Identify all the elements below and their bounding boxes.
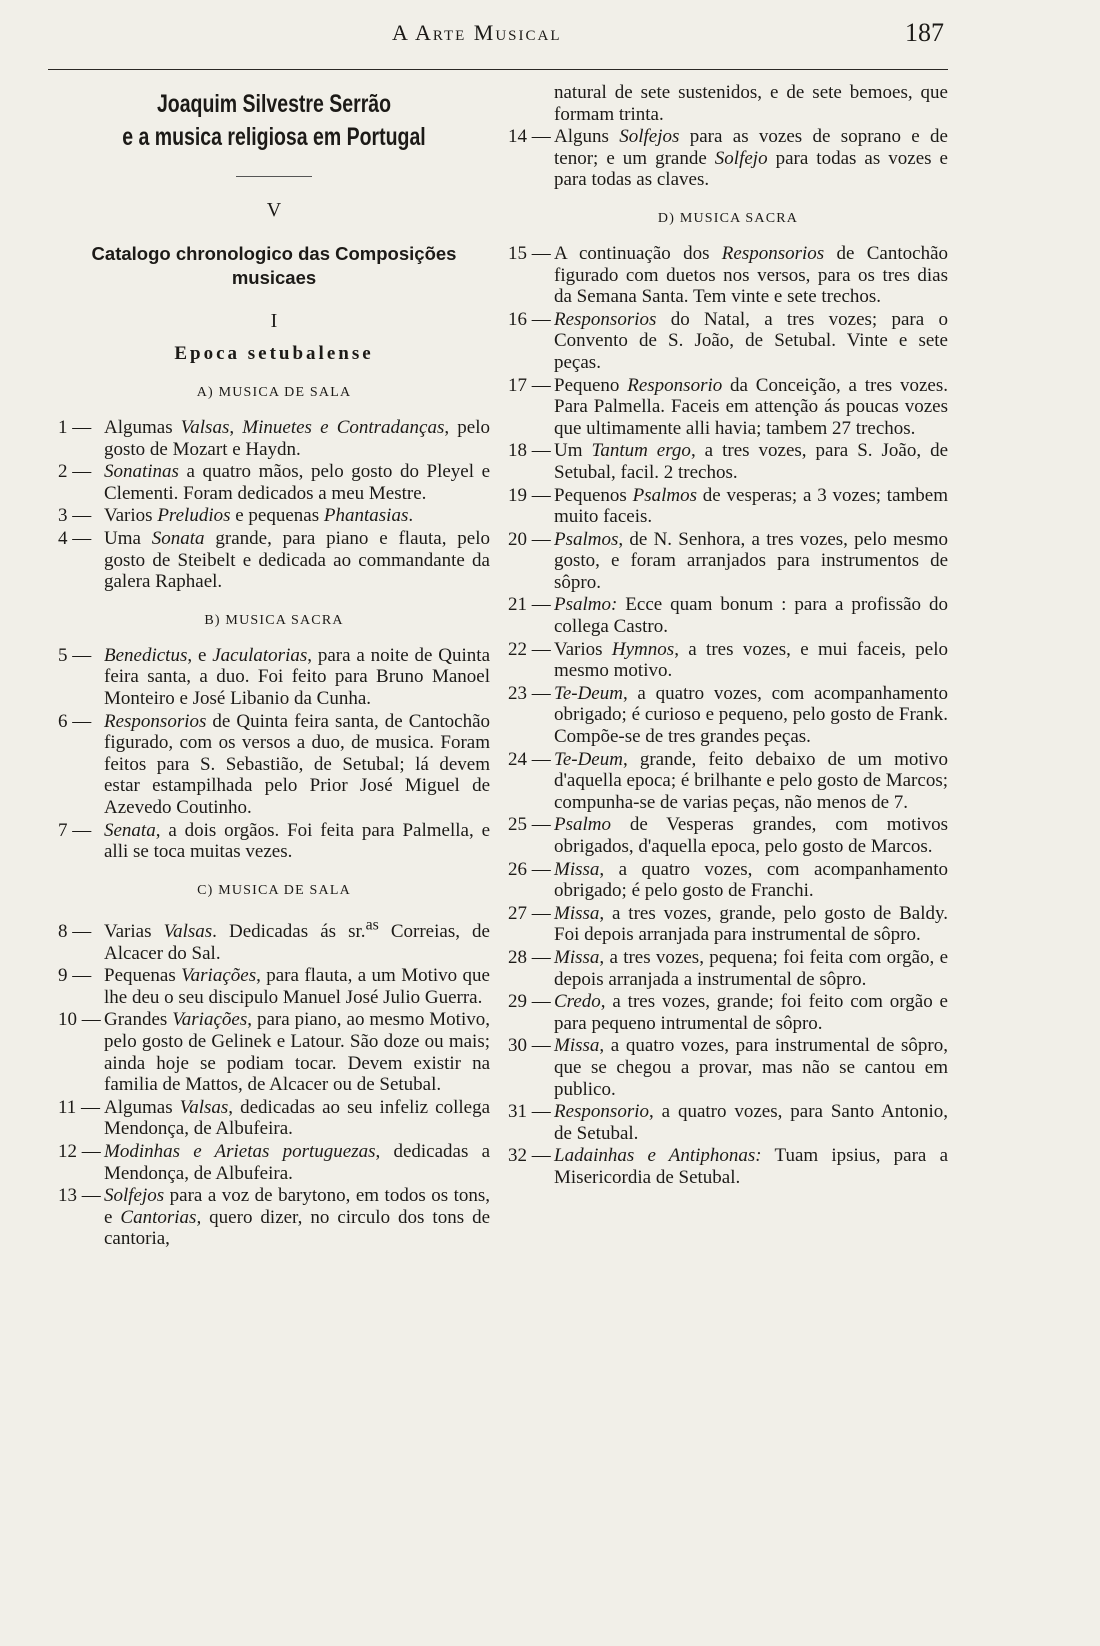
- entry-text: Te-Deum, a quatro vozes, com acompanhamento obrigado; é curioso e pequeno, pelo gosto de Frank. Compõe-se de tres grandes peças.: [554, 682, 948, 748]
- entry-number: 2 —: [58, 461, 92, 483]
- catalog-entry: [58, 711, 490, 819]
- entry-number: 21 —: [508, 594, 551, 616]
- catalog-entry: [508, 594, 948, 637]
- entry-text: A continuação dos Responsorios de Cantochão figurado com duetos nos versos, para os tres dias da Semana Santa. Tem vinte e sete trechos.: [554, 242, 949, 308]
- entry-text: Responsorio, a quatro vozes, para Santo Antonio, de Setubal.: [554, 1101, 948, 1144]
- period-number: I: [270, 310, 278, 332]
- entry-list-b: [58, 645, 490, 863]
- catalog-entry: [508, 683, 948, 748]
- entry-number: 27 —: [508, 902, 551, 924]
- catalog-entry: [508, 749, 948, 814]
- entry-text: Alguns Solfejos para as vozes de soprano e de tenor; e um grande Solfejo para todas as vozes e para todas as claves.: [554, 126, 948, 191]
- entry-number: 8 —: [58, 921, 92, 943]
- catalog-entry: [508, 814, 948, 857]
- subhead-letter: A): [196, 385, 214, 400]
- catalog-entry: [58, 645, 490, 710]
- entry-number: 28 —: [508, 946, 551, 968]
- catalog-entry: [58, 820, 490, 863]
- catalog-entry: [508, 639, 948, 682]
- catalog-heading-line-2: musicaes: [231, 267, 317, 288]
- catalog-entry: [508, 1101, 948, 1144]
- entry-number: 15 —: [508, 242, 551, 264]
- catalog-entry: [508, 126, 948, 191]
- subhead-c: [58, 883, 490, 899]
- entry-number: 25 —: [508, 814, 551, 836]
- entry-text: Pequeno Responsorio da Conceição, a tres vozes. Para Palmella. Faceis em attenção ás poucas vozes que ultimamente alli havia; tambem 27 trechos.: [554, 374, 949, 439]
- entry-number: 30 —: [508, 1035, 551, 1057]
- catalog-entry: [58, 965, 490, 1008]
- article-title: [106, 88, 443, 154]
- subhead-label: MUSICA SACRA: [225, 612, 344, 628]
- entry-text: Algumas Valsas, dedicadas ao seu infeliz collega Mendonça, de Albufeira.: [104, 1096, 491, 1140]
- period-title: Epoca setubalense: [174, 343, 374, 364]
- catalog-entry: [508, 529, 948, 594]
- catalog-entry: [58, 528, 490, 593]
- entry-text: Benedictus, e Jaculatorias, para a noite de Quinta feira santa, a duo. Foi feito para Bruno Manoel Monteiro e José Libanio da Cunha.: [104, 644, 491, 709]
- entry-number: 11 —: [58, 1096, 101, 1118]
- subhead-label: MUSICA DE SALA: [218, 882, 351, 898]
- entry-number: 18 —: [508, 440, 551, 462]
- subhead-letter: D): [657, 210, 676, 226]
- subhead-b: [58, 613, 490, 629]
- catalog-entry: [58, 461, 490, 504]
- subhead-letter: B): [204, 612, 221, 628]
- entry-text: Algumas Valsas, Minuetes e Contradanças, pelo gosto de Mozart e Haydn.: [104, 417, 491, 460]
- catalog-entry: [508, 485, 948, 528]
- entry-text: Missa, a quatro vozes, para instrumental de sôpro, que se chegou a provar, mas não se cantou em publico.: [554, 1035, 948, 1100]
- entry-number: 12 —: [58, 1140, 101, 1162]
- entry-number: 10 —: [58, 1009, 101, 1031]
- entry-number: 26 —: [508, 858, 551, 880]
- catalog-entry: [508, 375, 948, 440]
- entry-text: Solfejos para a voz de barytono, em todos os tons, e Cantorias, quero dizer, no circulo dos tons de cantoria,: [104, 1185, 490, 1250]
- entry-text: Uma Sonata grande, para piano e flauta, pelo gosto de Steibelt e dedicada ao commandante da galera Raphael.: [104, 527, 490, 593]
- entry-number: 14 —: [508, 126, 551, 148]
- entry-list-d: [508, 243, 948, 1189]
- catalog-entry: [58, 1097, 490, 1140]
- entry-number: 13 —: [58, 1185, 101, 1207]
- entry-number: 19 —: [508, 484, 551, 506]
- running-title: A Arte Musical: [392, 20, 562, 45]
- catalog-entry: [508, 1035, 948, 1100]
- entry-number: 9 —: [58, 965, 92, 987]
- entry-number: 24 —: [508, 748, 551, 770]
- entry-number: 20 —: [508, 528, 551, 550]
- entry-number: 1 —: [58, 417, 92, 438]
- entry-text: Varios Preludios e pequenas Phantasias.: [104, 505, 414, 527]
- entry-number: 31 —: [508, 1101, 551, 1123]
- entry-text: Responsorios do Natal, a tres vozes; para o Convento de S. João, de Setubal. Vinte e sete peças.: [554, 308, 948, 373]
- entry-number: 32 —: [508, 1145, 551, 1167]
- entry-text: Senata, a dois orgãos. Foi feita para Palmella, e alli se toca muitas vezes.: [104, 819, 490, 863]
- subhead-label: MUSICA SACRA: [679, 210, 799, 226]
- title-divider: [236, 176, 312, 177]
- entry-number: 6 —: [58, 710, 92, 732]
- entry-number: 29 —: [508, 991, 551, 1013]
- catalog-entry: [508, 440, 948, 483]
- catalog-heading: [58, 242, 490, 290]
- entry-text: Modinhas e Arietas portuguezas, dedicadas a Mendonça, de Albufeira.: [104, 1140, 491, 1184]
- catalog-heading-line-1: Catalogo chronologico das Composições: [91, 243, 457, 264]
- catalog-entry: [508, 1145, 948, 1188]
- left-column: [58, 82, 490, 1251]
- entry-text: Psalmos, de N. Senhora, a tres vozes, pelo mesmo gosto, e foram arranjados para instrumentos de sôpro.: [554, 528, 948, 593]
- entry-text: Sonatinas a quatro mãos, pelo gosto do Pleyel e Clementi. Foram dedicados a meu Mestre.: [104, 461, 490, 504]
- article-title-line-1: Joaquim Silvestre Serrão: [156, 90, 392, 118]
- entry-number: 3 —: [58, 505, 92, 527]
- entry-text: Psalmo: Ecce quam bonum : para a profissão do collega Castro.: [554, 594, 948, 638]
- entry-text: Missa, a tres vozes, pequena; foi feita com orgão, e depois arranjada a instrumental de sôpro.: [554, 946, 948, 990]
- entry-number: 16 —: [508, 308, 551, 330]
- entry-text: Missa, a tres vozes, grande, pelo gosto de Baldy. Foi depois arranjada para instrumental de sôpro.: [554, 902, 948, 946]
- entry-text: Te-Deum, grande, feito debaixo de um motivo d'aquella epoca; é brilhante e pelo gosto de Marcos; compunha-se de varias peças, não menos de 7.: [554, 748, 948, 813]
- catalog-entry: [508, 991, 948, 1034]
- entry-text: Grandes Variações, para piano, ao mesmo Motivo, pelo gosto de Gelinek e Latour. São doze ou mais; ainda hoje se podiam tocar. Devem existir na familia de Mattos, de Alcacer ou de Setubal.: [104, 1009, 490, 1096]
- entry-text: Ladainhas e Antiphonas: Tuam ipsius, para a Misericordia de Setubal.: [554, 1145, 949, 1188]
- catalog-entry: [58, 1009, 490, 1095]
- catalog-entry: [508, 243, 948, 308]
- catalog-entry: [508, 947, 948, 990]
- entry-text: Responsorios de Quinta feira santa, de Cantochão figurado, com os versos a duo, de musica. Foram feitos para S. Sebastião, de Setubal; lá devem estar estampilhada pelo Prior José Miguel de Azevedo Coutinho.: [104, 710, 490, 818]
- article-title-line-2: e a musica religiosa em Portugal: [122, 123, 426, 151]
- subhead-a: [58, 385, 490, 401]
- page-number: 187: [905, 18, 944, 47]
- entry-number: 7 —: [58, 819, 92, 841]
- running-head: [0, 18, 1100, 52]
- subhead-d: [508, 211, 948, 227]
- entry-list-c-continued: [508, 82, 948, 191]
- right-column: [508, 82, 948, 1190]
- entry-number: 23 —: [508, 682, 551, 704]
- entry-number: 4 —: [58, 527, 92, 549]
- catalog-entry: [58, 915, 490, 965]
- entry-number: 22 —: [508, 638, 551, 660]
- subhead-letter: C): [197, 882, 214, 898]
- entry-text: Credo, a tres vozes, grande; foi feito com orgão e para pequeno intrumental de sôpro.: [554, 991, 948, 1034]
- entry-text: Psalmo de Vesperas grandes, com motivos obrigados, d'aquella epoca, pelo gosto de Marcos.: [554, 814, 948, 857]
- section-number: V: [266, 199, 282, 221]
- header-rule: [48, 69, 948, 70]
- entry-text: Varios Hymnos, a tres vozes, e mui faceis, pelo mesmo motivo.: [554, 638, 948, 682]
- catalog-entry: [508, 903, 948, 946]
- entry-text: Pequenos Psalmos de vesperas; a 3 vozes; tambem muito faceis.: [554, 484, 948, 528]
- catalog-entry: [58, 1141, 490, 1184]
- subhead-label: MUSICA DE SALA: [218, 385, 352, 400]
- entry-number: 17 —: [508, 374, 551, 396]
- catalog-entry: [58, 505, 490, 527]
- catalog-entry: [508, 859, 948, 902]
- entry-number: 5 —: [58, 644, 92, 666]
- entry-list-a: [58, 417, 490, 593]
- entry-text: Missa, a quatro vozes, com acompanhamento obrigado; é pelo gosto de Franchi.: [554, 858, 948, 902]
- catalog-entry: [58, 417, 490, 460]
- entry-text: Um Tantum ergo, a tres vozes, para S. João, de Setubal, facil. 2 trechos.: [554, 440, 948, 483]
- catalog-entry: [58, 1185, 490, 1250]
- catalog-entry: [508, 309, 948, 374]
- entry-text: Pequenas Variações, para flauta, a um Motivo que lhe deu o seu discipulo Manuel José Julio Guerra.: [104, 965, 490, 1008]
- entry-text: Varias Valsas. Dedicadas ás sr.$^{as}$ Correias, de Alcacer do Sal.: [104, 916, 490, 964]
- entry-continuation-text: natural de sete sustenidos, e de sete bemoes, que formam trinta.: [554, 82, 948, 125]
- entry-list-c: [58, 915, 490, 1250]
- catalog-entry-continued: [508, 82, 948, 125]
